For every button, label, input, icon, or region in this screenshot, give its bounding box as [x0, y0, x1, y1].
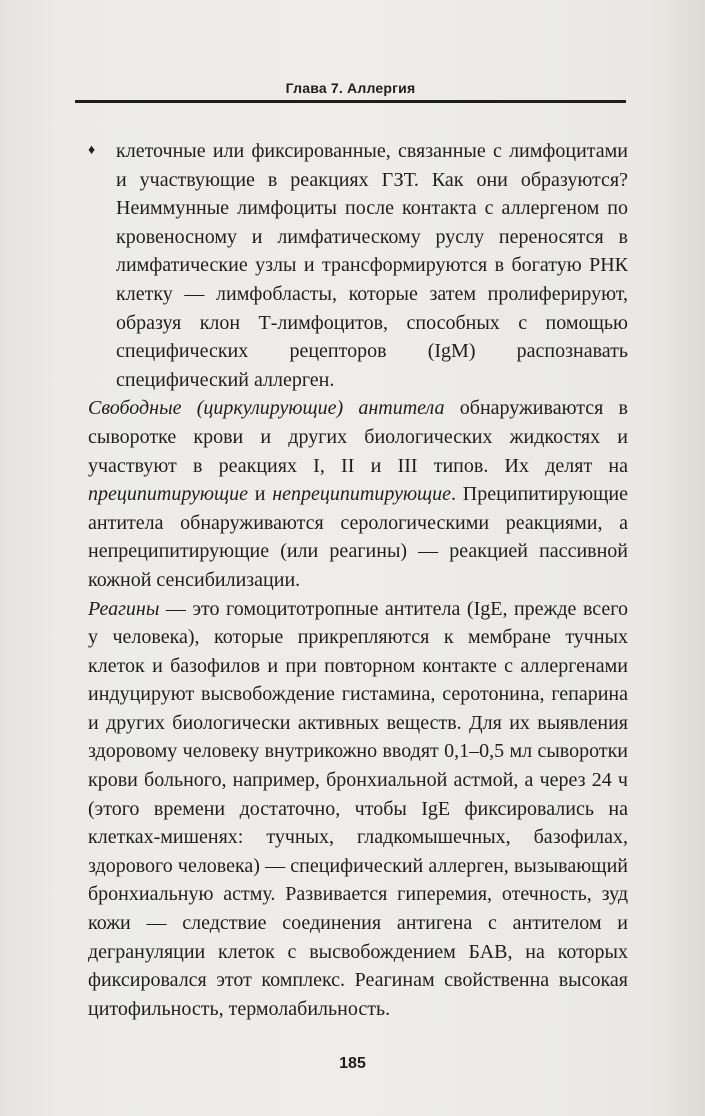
- diamond-bullet-icon: ♦: [88, 143, 96, 158]
- paragraph-free-antibodies: [88, 394, 628, 594]
- bullet-item: [88, 137, 628, 394]
- paragraph-text-part: — это гомоцитотропные антитела (IgE, прежде всего у человека), которые прикрепляются к мембране тучных клеток и базофилов и при повторном контакте с аллергенами индуцируют высвобождение гистамина, серотонина, гепарина и других биологически активных веществ. Для их выявления здоровому человеку внутрикожно вводят 0,1–0,5 мл сыворотки крови больного, например, бронхиальной астмой, а через 24 ч (этого времени достаточно, чтобы IgE фиксировались на клетках-мишенях: тучных, гладкомышечных, базофилах, здорового человека) — специфический аллерген, вызывающий бронхиальную астму. Развивается гиперемия, отечность, зуд кожи — следствие соединения антигена с антителом и дегрануляции клеток с высвобождением БАВ, на которых фиксировался этот комплекс. Реагинам свойственна высокая цитофильность, термолабильность.: [88, 597, 628, 1020]
- term-precipitating: преципитирующие: [88, 483, 249, 506]
- term-reagins: Реагины: [88, 597, 160, 620]
- term-free-antibodies: Свободные (циркулирующие) антитела: [88, 397, 445, 420]
- running-header: [75, 80, 626, 106]
- header-rule: [75, 100, 626, 103]
- bullet-item-text: клеточные или фиксированные, связанные с лимфоцитами и участвующие в реакциях ГЗТ. Как они образуются? Неиммунные лимфоциты после контакта с аллергеном по кровеносному и лимфатическому руслу переносятся в лимфатические узлы и трансформируются в богатую РНК клетку — лимфобласты, которые затем пролиферируют, образуя клон Т-лимфоцитов, способных с помощью специфических рецепторов (IgM) распознавать специфический аллерген.: [116, 140, 628, 391]
- paragraph-reagins: [88, 595, 628, 1024]
- term-nonprecipitating: непреципитирующие: [272, 483, 452, 506]
- paragraph-text-part: обнаруживаются в сыворотке крови и других биологических жидкостях и участвуют в реакциях I, II и III типов. Их делят на: [88, 397, 628, 477]
- paragraph-text-part: и: [248, 483, 273, 506]
- chapter-title: Глава 7. Аллергия: [285, 80, 416, 96]
- paragraph-text-part: . Преципитирующие антитела обнаруживаются серологическими реакциями, а непреципитирующие (или реагины) — реакцией пассивной кожной сенсибилизации.: [88, 483, 629, 591]
- page-number: 185: [339, 1055, 366, 1072]
- body-text: [88, 137, 628, 1023]
